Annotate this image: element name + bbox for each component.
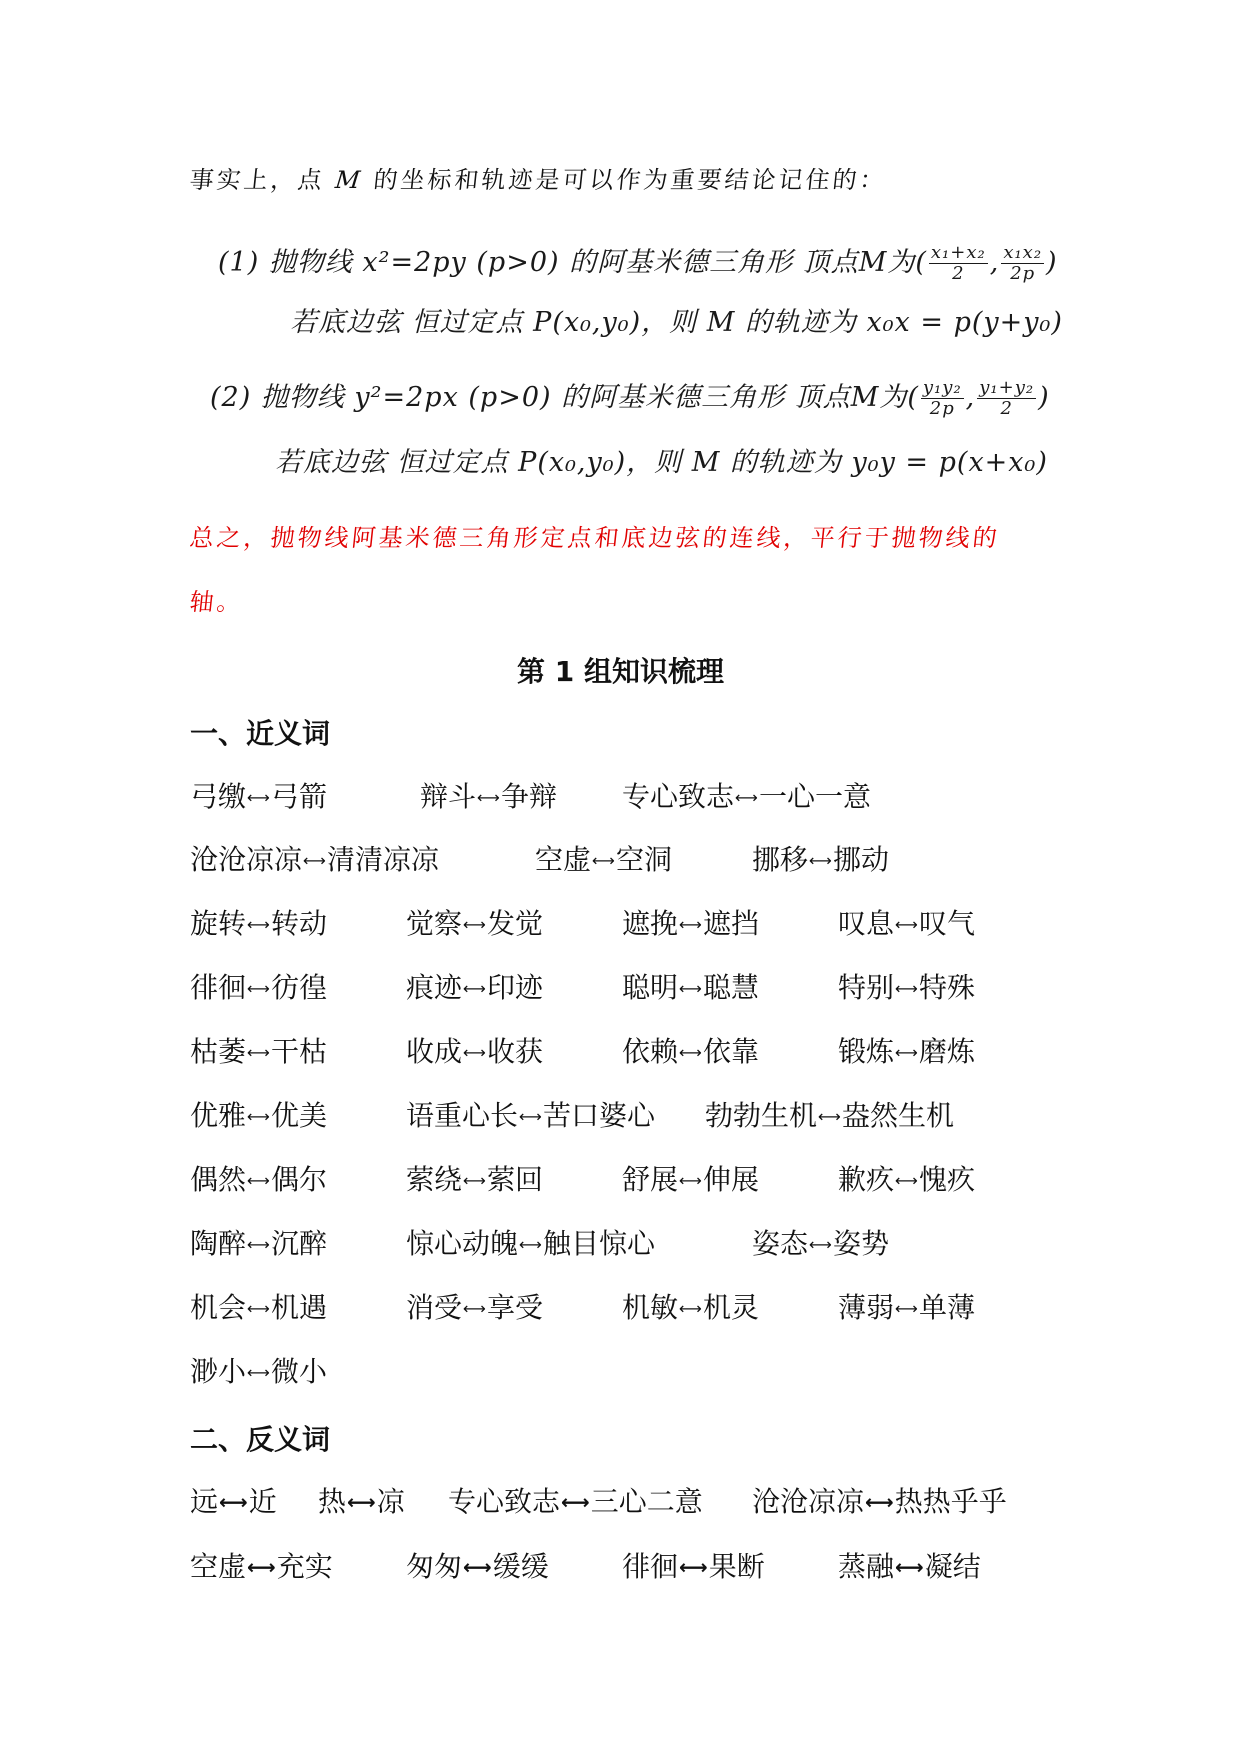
word-pair <box>752 1222 889 1262</box>
double-arrow-icon: ⟷ <box>818 1107 841 1126</box>
double-arrow-icon: ⟷ <box>463 1171 486 1190</box>
word-pair <box>190 775 327 815</box>
word-pair <box>705 1094 954 1134</box>
hw3-frac-1 <box>921 378 964 419</box>
double-arrow-icon: ⟷ <box>809 1235 832 1254</box>
word-b: 清清凉凉 <box>326 843 439 876</box>
word-pair <box>622 1286 759 1326</box>
word-a: 弓缴 <box>190 780 247 813</box>
word-b: 收获 <box>486 1035 543 1068</box>
word-b: 享受 <box>486 1291 543 1324</box>
hw3-sep: , <box>965 382 976 413</box>
double-arrow-icon: ⟷ <box>247 915 270 934</box>
double-arrow-icon: ⟷ <box>247 1107 270 1126</box>
word-b: 近 <box>248 1485 277 1518</box>
synonyms-heading: 一、近义词 <box>190 717 331 750</box>
word-a: 沧沧凉凉 <box>752 1485 865 1518</box>
word-a: 萦绕 <box>406 1163 463 1196</box>
word-b: 依靠 <box>702 1035 759 1068</box>
word-pair <box>190 1030 327 1070</box>
hw3-frac-2 <box>977 378 1036 419</box>
word-a: 觉察 <box>406 907 463 940</box>
word-pair <box>622 1030 759 1070</box>
word-b: 干枯 <box>270 1035 327 1068</box>
double-arrow-icon: ⟷ <box>219 1490 248 1514</box>
word-a: 专心致志 <box>448 1485 561 1518</box>
double-arrow-icon: ⟷ <box>477 788 500 807</box>
hw1-post: ) <box>1046 247 1058 278</box>
word-pair <box>838 902 975 942</box>
word-pair <box>190 1158 327 1198</box>
word-b: 聪慧 <box>702 971 759 1004</box>
word-a: 勃勃生机 <box>705 1099 818 1132</box>
handwritten-line-2: 若底边弦 恒过定点 P(x₀,y₀)，则 M 的轨迹为 x₀x = p(y+y₀) <box>290 307 1063 338</box>
word-pair <box>318 1480 405 1520</box>
hw1-f1-den: 2 <box>952 263 965 284</box>
word-pair <box>406 1545 549 1585</box>
double-arrow-icon: ⟷ <box>247 1299 270 1318</box>
word-b: 特殊 <box>918 971 975 1004</box>
word-b: 三心二意 <box>590 1485 703 1518</box>
word-pair <box>838 966 975 1006</box>
hw3-f2-num: y₁+y₂ <box>979 377 1035 398</box>
word-a: 热 <box>318 1485 347 1518</box>
word-a: 收成 <box>406 1035 463 1068</box>
double-arrow-icon: ⟷ <box>247 1171 270 1190</box>
word-pair <box>406 1286 543 1326</box>
word-a: 姿态 <box>752 1227 809 1260</box>
double-arrow-icon: ⟷ <box>735 788 758 807</box>
hw3-f1-num: y₁y₂ <box>922 377 962 398</box>
double-arrow-icon: ⟷ <box>519 1107 542 1126</box>
double-arrow-icon: ⟷ <box>463 915 486 934</box>
word-pair <box>535 838 672 878</box>
word-b: 凝结 <box>924 1550 981 1583</box>
word-b: 单薄 <box>918 1291 975 1324</box>
word-a: 惊心动魄 <box>406 1227 519 1260</box>
word-b: 果断 <box>708 1550 765 1583</box>
word-pair <box>448 1480 703 1520</box>
double-arrow-icon: ⟷ <box>679 1299 702 1318</box>
intro-pre: 事实上，点 <box>188 166 337 194</box>
intro-post: 的坐标和轨迹是可以作为重要结论记住的： <box>361 166 889 194</box>
word-a: 徘徊 <box>190 971 247 1004</box>
double-arrow-icon: ⟷ <box>679 1555 708 1579</box>
word-a: 薄弱 <box>838 1291 895 1324</box>
handwritten-line-1 <box>218 240 1058 284</box>
word-a: 消受 <box>406 1291 463 1324</box>
word-b: 机灵 <box>702 1291 759 1324</box>
word-pair <box>190 1350 327 1390</box>
summary-line-1: 总之，抛物线阿基米德三角形定点和底边弦的连线，平行于抛物线的 <box>188 524 1002 552</box>
word-pair <box>190 1545 333 1585</box>
hw1-frac-2 <box>1001 243 1044 284</box>
word-a: 渺小 <box>190 1355 247 1388</box>
word-a: 舒展 <box>622 1163 679 1196</box>
word-a: 聪明 <box>622 971 679 1004</box>
hw1-f2-num: x₁x₂ <box>1003 242 1043 263</box>
double-arrow-icon: ⟷ <box>895 1043 918 1062</box>
word-a: 依赖 <box>622 1035 679 1068</box>
word-b: 盎然生机 <box>841 1099 954 1132</box>
word-a: 陶醉 <box>190 1227 247 1260</box>
double-arrow-icon: ⟷ <box>247 1363 270 1382</box>
double-arrow-icon: ⟷ <box>561 1490 590 1514</box>
word-a: 辩斗 <box>420 780 477 813</box>
word-a: 蒸融 <box>838 1550 895 1583</box>
double-arrow-icon: ⟷ <box>865 1490 894 1514</box>
word-b: 争辩 <box>500 780 557 813</box>
word-pair <box>190 838 439 878</box>
hw3-f2-den: 2 <box>1000 398 1013 419</box>
word-pair <box>752 1480 1007 1520</box>
word-pair <box>406 1158 543 1198</box>
word-a: 旋转 <box>190 907 247 940</box>
word-a: 沧沧凉凉 <box>190 843 303 876</box>
word-b: 转动 <box>270 907 327 940</box>
word-a: 叹息 <box>838 907 895 940</box>
double-arrow-icon: ⟷ <box>347 1490 376 1514</box>
word-a: 机会 <box>190 1291 247 1324</box>
double-arrow-icon: ⟷ <box>895 979 918 998</box>
word-pair <box>190 902 327 942</box>
word-pair <box>406 966 543 1006</box>
word-b: 热热乎乎 <box>894 1485 1007 1518</box>
section-title: 第 1 组知识梳理 <box>517 655 724 688</box>
double-arrow-icon: ⟷ <box>679 915 702 934</box>
word-a: 专心致志 <box>622 780 735 813</box>
word-pair <box>190 1094 327 1134</box>
word-a: 优雅 <box>190 1099 247 1132</box>
double-arrow-icon: ⟷ <box>247 1043 270 1062</box>
word-b: 凉 <box>376 1485 405 1518</box>
word-a: 挪移 <box>752 843 809 876</box>
word-pair <box>838 1286 975 1326</box>
word-b: 弓箭 <box>270 780 327 813</box>
word-pair <box>752 838 889 878</box>
word-pair <box>838 1030 975 1070</box>
word-b: 机遇 <box>270 1291 327 1324</box>
double-arrow-icon: ⟷ <box>247 1235 270 1254</box>
word-a: 徘徊 <box>622 1550 679 1583</box>
word-b: 磨炼 <box>918 1035 975 1068</box>
word-b: 缓缓 <box>492 1550 549 1583</box>
word-pair <box>622 902 759 942</box>
word-a: 锻炼 <box>838 1035 895 1068</box>
word-b: 印迹 <box>486 971 543 1004</box>
hw1-frac-1 <box>929 243 988 284</box>
word-a: 遮挽 <box>622 907 679 940</box>
word-a: 偶然 <box>190 1163 247 1196</box>
intro-text <box>188 160 889 195</box>
word-b: 叹气 <box>918 907 975 940</box>
word-pair <box>406 1222 655 1262</box>
word-a: 匆匆 <box>406 1550 463 1583</box>
double-arrow-icon: ⟷ <box>679 1043 702 1062</box>
double-arrow-icon: ⟷ <box>679 1171 702 1190</box>
word-pair <box>838 1545 981 1585</box>
handwritten-line-4: 若底边弦 恒过定点 P(x₀,y₀)，则 M 的轨迹为 y₀y = p(x+x₀) <box>275 447 1048 478</box>
word-pair <box>190 1222 327 1262</box>
double-arrow-icon: ⟷ <box>895 915 918 934</box>
word-pair <box>420 775 557 815</box>
word-b: 一心一意 <box>758 780 871 813</box>
word-pair <box>622 966 759 1006</box>
double-arrow-icon: ⟷ <box>519 1235 542 1254</box>
double-arrow-icon: ⟷ <box>895 1299 918 1318</box>
hw1-f1-num: x₁+x₂ <box>930 242 986 263</box>
word-a: 空虚 <box>535 843 592 876</box>
word-pair <box>406 1094 655 1134</box>
double-arrow-icon: ⟷ <box>592 851 615 870</box>
word-b: 触目惊心 <box>542 1227 655 1260</box>
double-arrow-icon: ⟷ <box>463 1299 486 1318</box>
double-arrow-icon: ⟷ <box>895 1171 918 1190</box>
word-a: 空虚 <box>190 1550 247 1583</box>
word-b: 微小 <box>270 1355 327 1388</box>
double-arrow-icon: ⟷ <box>809 851 832 870</box>
word-pair <box>622 775 871 815</box>
hw3-post: ) <box>1038 382 1050 413</box>
intro-point-m: M <box>333 166 365 194</box>
antonyms-heading: 二、反义词 <box>190 1423 331 1456</box>
word-pair <box>190 1480 277 1520</box>
word-a: 机敏 <box>622 1291 679 1324</box>
word-b: 愧疚 <box>918 1163 975 1196</box>
hw1-f2-den: 2p <box>1010 263 1036 284</box>
hw3-f1-den: 2p <box>929 398 955 419</box>
word-a: 枯萎 <box>190 1035 247 1068</box>
hw1-pre: (1) 抛物线 x²=2py (p>0) 的阿基米德三角形 顶点M为( <box>218 247 927 278</box>
double-arrow-icon: ⟷ <box>247 788 270 807</box>
double-arrow-icon: ⟷ <box>247 1555 276 1579</box>
word-pair <box>190 966 327 1006</box>
double-arrow-icon: ⟷ <box>247 979 270 998</box>
word-b: 充实 <box>276 1550 333 1583</box>
word-b: 彷徨 <box>270 971 327 1004</box>
double-arrow-icon: ⟷ <box>463 1555 492 1579</box>
word-b: 伸展 <box>702 1163 759 1196</box>
word-b: 空洞 <box>615 843 672 876</box>
double-arrow-icon: ⟷ <box>679 979 702 998</box>
word-a: 语重心长 <box>406 1099 519 1132</box>
word-b: 沉醉 <box>270 1227 327 1260</box>
double-arrow-icon: ⟷ <box>303 851 326 870</box>
word-a: 痕迹 <box>406 971 463 1004</box>
word-pair <box>406 1030 543 1070</box>
word-b: 发觉 <box>486 907 543 940</box>
word-b: 遮挡 <box>702 907 759 940</box>
double-arrow-icon: ⟷ <box>895 1555 924 1579</box>
word-b: 姿势 <box>832 1227 889 1260</box>
word-b: 偶尔 <box>270 1163 327 1196</box>
word-pair <box>622 1158 759 1198</box>
word-b: 优美 <box>270 1099 327 1132</box>
word-a: 特别 <box>838 971 895 1004</box>
hw3-pre: (2) 抛物线 y²=2px (p>0) 的阿基米德三角形 顶点M为( <box>210 382 919 413</box>
word-b: 苦口婆心 <box>542 1099 655 1132</box>
word-b: 萦回 <box>486 1163 543 1196</box>
word-pair <box>190 1286 327 1326</box>
word-pair <box>406 902 543 942</box>
word-pair <box>838 1158 975 1198</box>
hw1-sep: , <box>989 247 1000 278</box>
word-pair <box>622 1545 765 1585</box>
summary-line-2: 轴。 <box>188 588 246 616</box>
double-arrow-icon: ⟷ <box>463 1043 486 1062</box>
word-a: 远 <box>190 1485 219 1518</box>
word-a: 歉疚 <box>838 1163 895 1196</box>
handwritten-line-3 <box>210 375 1050 419</box>
double-arrow-icon: ⟷ <box>463 979 486 998</box>
word-b: 挪动 <box>832 843 889 876</box>
